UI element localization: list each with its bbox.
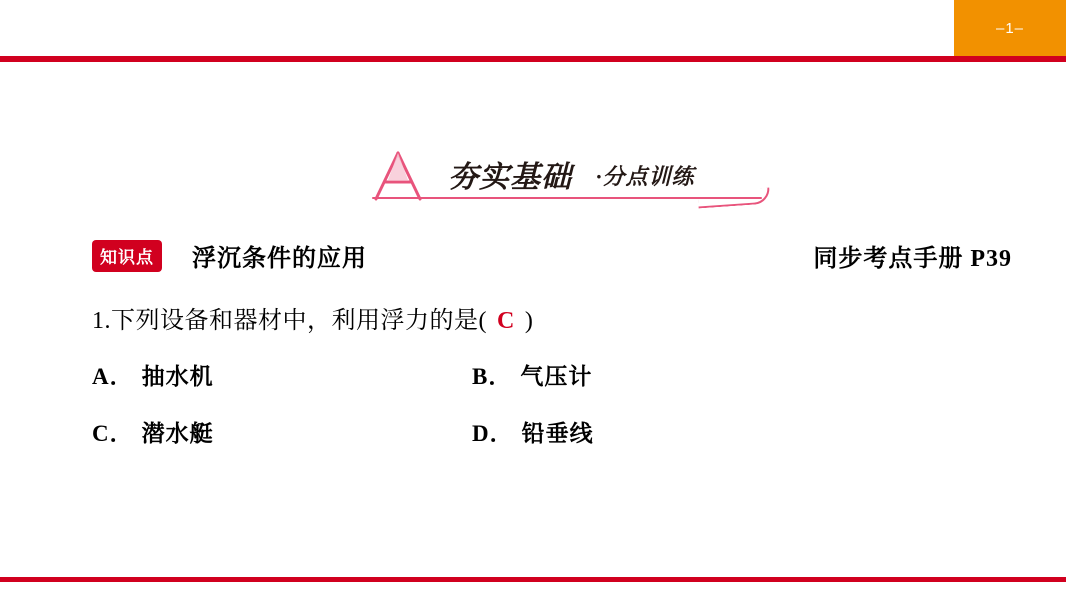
option-c — [92, 415, 472, 448]
page-number-badge — [954, 0, 1066, 56]
question-answer: C — [497, 308, 515, 334]
section-title: 夯实基础 — [448, 161, 572, 194]
section-underline-curve — [698, 188, 771, 209]
option-c-text: 潜水艇 — [141, 421, 214, 446]
option-row — [92, 415, 852, 448]
option-d — [472, 415, 852, 448]
option-row — [92, 358, 852, 391]
question-options — [92, 358, 852, 472]
knowledge-point-tag: 知识点 — [92, 240, 162, 272]
section-header — [368, 150, 768, 212]
question-text-close: ) — [524, 308, 534, 334]
knowledge-point-row — [92, 238, 1012, 274]
option-b-label: B． — [472, 364, 513, 389]
letter-a-icon — [368, 150, 434, 202]
page-number-text: –1– — [995, 19, 1025, 37]
option-d-label: D． — [472, 421, 514, 446]
question-number: 1. — [92, 308, 111, 334]
section-subtitle: ·分点训练 — [596, 164, 695, 189]
question-text: 下列设备和器材中，利用浮力的是( — [111, 308, 487, 334]
knowledge-point-title: 浮沉条件的应用 — [192, 246, 367, 272]
top-rule-thin — [0, 61, 1066, 62]
option-a-text: 抽水机 — [141, 364, 214, 389]
question-stem — [92, 300, 533, 335]
option-b — [472, 358, 852, 391]
option-b-text: 气压计 — [520, 364, 593, 389]
bottom-strip — [0, 586, 1066, 600]
knowledge-point-reference: 同步考点手册 P39 — [813, 246, 1012, 272]
bottom-rule — [0, 577, 1066, 582]
option-d-text: 铅垂线 — [521, 421, 594, 446]
option-c-label: C． — [92, 421, 134, 446]
option-a-label: A． — [92, 364, 134, 389]
option-a — [92, 358, 472, 391]
